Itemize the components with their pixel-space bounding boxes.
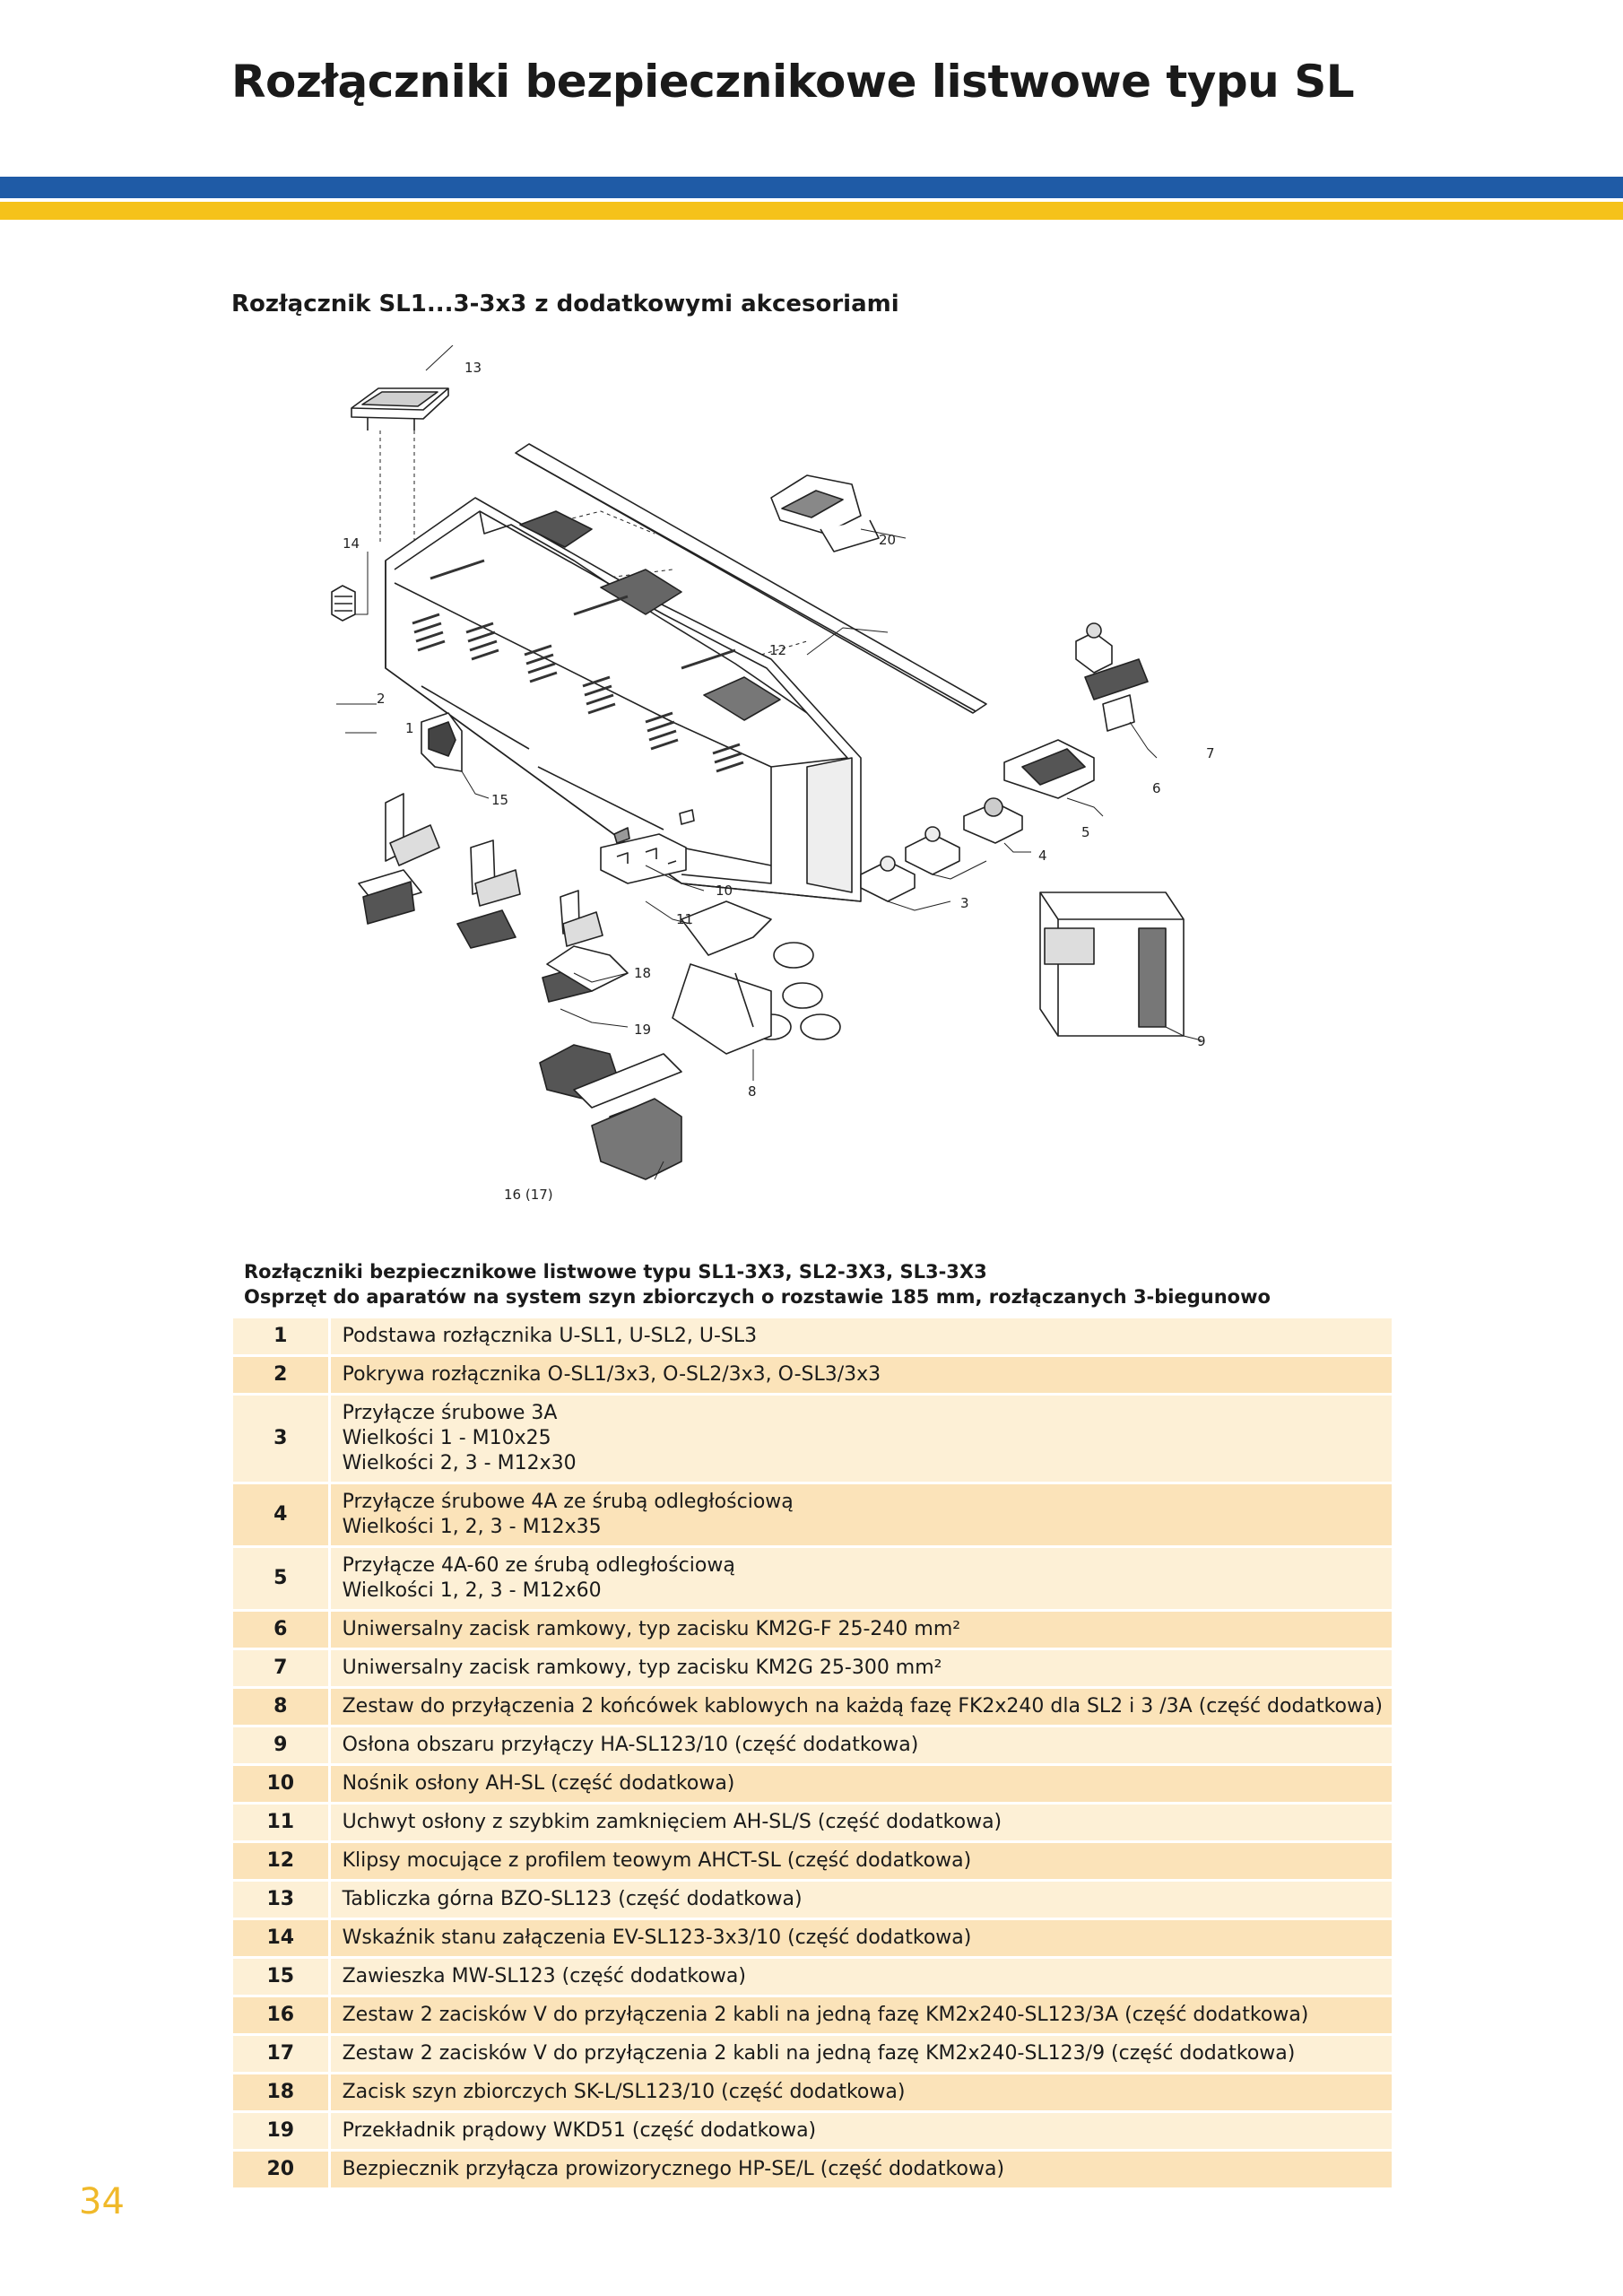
top-plate-drawing xyxy=(352,388,448,430)
callout-10: 10 xyxy=(716,883,733,899)
part-description-line: Przyłącze 4A-60 ze śrubą odległościową xyxy=(342,1554,735,1577)
part-description xyxy=(331,1959,1392,1997)
part-number: 4 xyxy=(233,1484,331,1548)
part-description xyxy=(331,2036,1392,2074)
callout-6: 6 xyxy=(1152,780,1161,796)
parts-table-body xyxy=(233,1318,1392,2190)
part-number: 10 xyxy=(233,1766,331,1805)
table-row xyxy=(233,1318,1392,1357)
callout-3: 3 xyxy=(960,895,969,911)
table-row xyxy=(233,1396,1392,1484)
part-description xyxy=(331,1882,1392,1920)
callout-8: 8 xyxy=(748,1083,757,1100)
part-description xyxy=(331,1805,1392,1843)
part-number: 13 xyxy=(233,1882,331,1920)
table-row xyxy=(233,1727,1392,1766)
table-row xyxy=(233,1805,1392,1843)
hanger-drawing xyxy=(421,713,462,771)
part-description xyxy=(331,1396,1392,1484)
table-row xyxy=(233,1843,1392,1882)
part-number: 11 xyxy=(233,1805,331,1843)
part-number: 5 xyxy=(233,1548,331,1612)
part-number: 12 xyxy=(233,1843,331,1882)
header-band-yellow xyxy=(0,202,1623,220)
table-row xyxy=(233,1484,1392,1548)
part-description xyxy=(331,2113,1392,2152)
callout-11: 11 xyxy=(676,911,694,927)
temporary-fuse-drawing xyxy=(771,475,879,552)
table-caption-line-1: Rozłączniki bezpiecznikowe listwowe typu SL1-3X3, SL2-3X3, SL3-3X3 xyxy=(244,1261,987,1283)
part-description-line: Uchwyt osłony z szybkim zamknięciem AH-SL/S (część dodatkowa) xyxy=(342,1811,1002,1833)
callout-19: 19 xyxy=(634,1022,652,1038)
part-number: 1 xyxy=(233,1318,331,1357)
part-description-line: Zestaw 2 zacisków V do przyłączenia 2 kabli na jedną fazę KM2x240-SL123/9 (część dodatkowa) xyxy=(342,2042,1296,2065)
part-description xyxy=(331,2152,1392,2190)
part-number: 7 xyxy=(233,1650,331,1689)
part-description xyxy=(331,1357,1392,1396)
table-row xyxy=(233,2113,1392,2152)
part-description-line: Wielkości 1 - M10x25 xyxy=(342,1427,551,1449)
callout-9: 9 xyxy=(1197,1033,1206,1049)
part-description xyxy=(331,1843,1392,1882)
part-description-line: Wielkości 1, 2, 3 - M12x35 xyxy=(342,1516,602,1538)
part-number: 6 xyxy=(233,1612,331,1650)
table-row xyxy=(233,1882,1392,1920)
part-description-line: Tabliczka górna BZO-SL123 (część dodatkowa) xyxy=(342,1888,803,1910)
table-row xyxy=(233,1689,1392,1727)
part-description-line: Zestaw do przyłączenia 2 końcówek kablowych na każdą fazę FK2x240 dla SL2 i 3 /3A (część dodatkowa) xyxy=(342,1695,1383,1718)
parts-table xyxy=(233,1318,1392,2190)
part-description-line: Zacisk szyn zbiorczych SK-L/SL123/10 (część dodatkowa) xyxy=(342,2081,906,2103)
part-number: 15 xyxy=(233,1959,331,1997)
part-description xyxy=(331,1318,1392,1357)
status-indicator-drawing xyxy=(332,586,355,621)
table-row xyxy=(233,1650,1392,1689)
table-row xyxy=(233,2152,1392,2190)
part-description-line: Wielkości 1, 2, 3 - M12x60 xyxy=(342,1579,602,1602)
table-row xyxy=(233,1959,1392,1997)
exploded-diagram xyxy=(305,345,1255,1215)
part-description xyxy=(331,1650,1392,1689)
part-description-line: Bezpiecznik przyłącza prowizorycznego HP-SE/L (część dodatkowa) xyxy=(342,2158,1005,2180)
table-row xyxy=(233,1357,1392,1396)
part-number: 9 xyxy=(233,1727,331,1766)
callout-4: 4 xyxy=(1038,848,1047,864)
part-description-line: Nośnik osłony AH-SL (część dodatkowa) xyxy=(342,1772,735,1795)
table-row xyxy=(233,1920,1392,1959)
callout-18: 18 xyxy=(634,965,652,981)
part-description-line: Zawieszka MW-SL123 (część dodatkowa) xyxy=(342,1965,746,1987)
table-row xyxy=(233,1612,1392,1650)
callout-12: 12 xyxy=(769,642,787,658)
page-number: 34 xyxy=(79,2181,125,2222)
part-description xyxy=(331,1484,1392,1548)
part-description xyxy=(331,1689,1392,1727)
table-row xyxy=(233,2036,1392,2074)
part-description-line: Uniwersalny zacisk ramkowy, typ zacisku KM2G 25-300 mm² xyxy=(342,1657,942,1679)
part-description xyxy=(331,1612,1392,1650)
callout-16-17: 16 (17) xyxy=(504,1187,553,1203)
section-title: Rozłącznik SL1...3-3x3 z dodatkowymi akcesoriami xyxy=(231,291,899,317)
part-description xyxy=(331,1766,1392,1805)
part-description-line: Klipsy mocujące z profilem teowym AHCT-SL (część dodatkowa) xyxy=(342,1849,972,1872)
table-row xyxy=(233,1766,1392,1805)
part-number: 18 xyxy=(233,2074,331,2113)
part-description-line: Zestaw 2 zacisków V do przyłączenia 2 kabli na jedną fazę KM2x240-SL123/3A (część dodatkowa) xyxy=(342,2004,1309,2026)
callout-14: 14 xyxy=(343,535,360,552)
callout-20: 20 xyxy=(879,532,897,548)
callout-2: 2 xyxy=(377,691,386,707)
part-description-line: Przekładnik prądowy WKD51 (część dodatkowa) xyxy=(342,2119,817,2142)
callout-13: 13 xyxy=(464,360,482,376)
table-caption-line-2: Osprzęt do aparatów na system szyn zbiorczych o rozstawie 185 mm, rozłączanych 3-biegunowo xyxy=(244,1286,1271,1308)
callout-1: 1 xyxy=(405,720,414,736)
part-description xyxy=(331,1548,1392,1612)
cover-drawing xyxy=(1040,892,1184,1036)
table-caption xyxy=(244,1259,1271,1309)
callout-5: 5 xyxy=(1081,824,1090,840)
part-description-line: Pokrywa rozłącznika O-SL1/3x3, O-SL2/3x3, O-SL3/3x3 xyxy=(342,1363,881,1386)
part-description xyxy=(331,1920,1392,1959)
part-description-line: Uniwersalny zacisk ramkowy, typ zacisku KM2G-F 25-240 mm² xyxy=(342,1618,961,1640)
header-band-blue xyxy=(0,177,1623,198)
part-number: 20 xyxy=(233,2152,331,2190)
part-number: 2 xyxy=(233,1357,331,1396)
part-number: 19 xyxy=(233,2113,331,2152)
part-number: 16 xyxy=(233,1997,331,2036)
part-description-line: Przyłącze śrubowe 4A ze śrubą odległościową xyxy=(342,1491,794,1513)
part-number: 8 xyxy=(233,1689,331,1727)
cable-set-drawing xyxy=(673,901,840,1054)
part-description xyxy=(331,1997,1392,2036)
table-row xyxy=(233,1548,1392,1612)
part-number: 14 xyxy=(233,1920,331,1959)
part-description-line: Wielkości 2, 3 - M12x30 xyxy=(342,1452,577,1474)
callout-7: 7 xyxy=(1206,745,1215,761)
part-description-line: Przyłącze śrubowe 3A xyxy=(342,1402,558,1424)
part-description-line: Osłona obszaru przyłączy HA-SL123/10 (część dodatkowa) xyxy=(342,1734,919,1756)
part-number: 3 xyxy=(233,1396,331,1484)
table-row xyxy=(233,2074,1392,2113)
part-number: 17 xyxy=(233,2036,331,2074)
part-description-line: Podstawa rozłącznika U-SL1, U-SL2, U-SL3 xyxy=(342,1325,758,1347)
table-row xyxy=(233,1997,1392,2036)
part-description-line: Wskaźnik stanu załączenia EV-SL123-3x3/10 (część dodatkowa) xyxy=(342,1926,972,1949)
page-title: Rozłączniki bezpiecznikowe listwowe typu SL xyxy=(231,56,1355,108)
callout-15: 15 xyxy=(491,792,509,808)
part-description xyxy=(331,2074,1392,2113)
part-description xyxy=(331,1727,1392,1766)
